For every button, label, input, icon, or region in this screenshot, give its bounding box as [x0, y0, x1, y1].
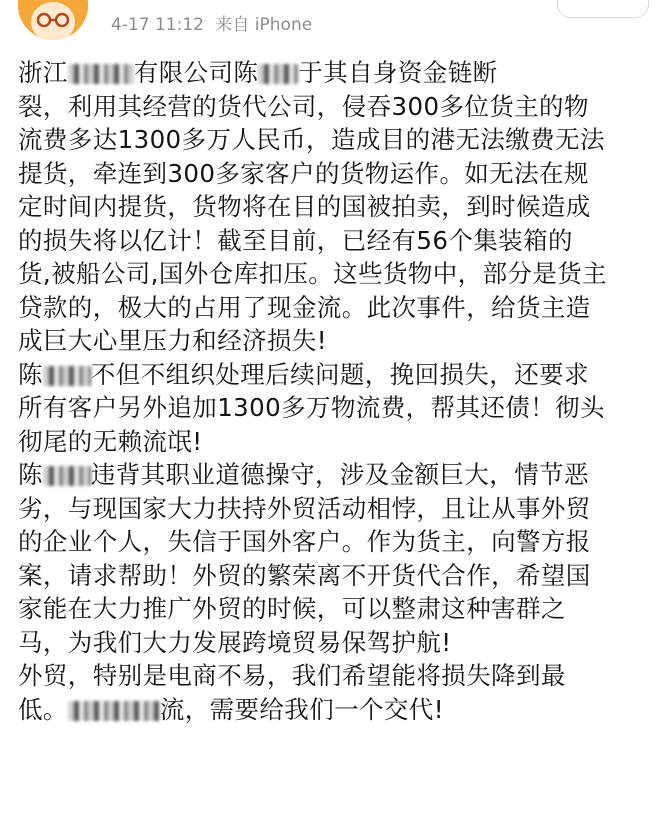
post-text-line [18, 291, 654, 325]
post-text-line [18, 90, 654, 124]
post-text-segment: 彻尾的无赖流氓! [18, 426, 203, 456]
post-text-line [18, 458, 654, 492]
post-text-line [18, 525, 654, 559]
post-header [0, 0, 669, 48]
post-text-segment: 的损失将以亿计！截至目前，已经有56个集装箱的 [18, 225, 573, 255]
post-text-segment: 家能在大力推广外贸的时候，可以整肃这种害群之 [18, 594, 566, 623]
post-text-segment: 流，需要给我们一个交代! [159, 694, 444, 724]
post-text-line [18, 123, 654, 157]
post-text-segment: 不但不组织处理后续问题，挽回损失，还要求 [90, 359, 589, 389]
post-text-line [18, 391, 654, 425]
cartoon-face-avatar-icon [18, 0, 88, 40]
post-text-segment: 定时间内提货，货物将在目的国被拍卖，到时候造成 [18, 192, 591, 221]
post-text-segment: 所有客户另外追加1300多万物流费，帮其还债！彻头 [18, 393, 605, 422]
post-text-line [18, 257, 654, 291]
post-text-segment: 裂，利用其经营的货代公司，侵吞300多位货主的物 [18, 91, 589, 121]
post-text-segment: 的企业个人，失信于国外客户。作为货主，向警方报 [18, 527, 591, 556]
post-text-line [18, 559, 654, 593]
post-meta [111, 10, 312, 35]
post-text-segment: 流费多达1300多万人民币，造成目的港无法缴费无法 [18, 125, 605, 154]
redaction-blur [68, 64, 134, 84]
redaction-blur [43, 366, 91, 386]
post-text-line [18, 358, 654, 392]
post-text-line [18, 157, 654, 191]
post-text-line [18, 56, 654, 90]
post-text-segment: 于其自身资金链断 [298, 58, 498, 87]
post-text-segment: 贷款的，极大的占用了现金流。此次事件，给货主造 [18, 292, 591, 322]
post-text-line [18, 693, 654, 727]
redaction-blur [43, 466, 91, 486]
post-text-line [18, 190, 654, 224]
post-text-segment: 违背其职业道德操守，涉及金额巨大，情节恶 [90, 460, 589, 489]
post-text-line [18, 592, 654, 626]
redaction-blur [258, 64, 298, 84]
post-text-segment: 陈 [18, 359, 43, 389]
post-text-segment: 陈 [18, 460, 43, 489]
post-source: 来自 iPhone [215, 15, 313, 35]
post-text-line [18, 626, 654, 660]
post-text-line [18, 324, 654, 358]
post-timestamp: 4-17 11:12 [111, 15, 204, 35]
post-text-line [18, 659, 654, 693]
post-text-segment: 提货，牵连到300多家客户的货物运作。如无法在规 [18, 158, 589, 188]
follow-button[interactable] [557, 0, 649, 18]
post-text-segment: 有限公司陈 [133, 58, 259, 87]
post-text-segment: 浙江 [18, 58, 68, 87]
post-text-line [18, 425, 654, 459]
redaction-blur [68, 701, 160, 721]
post-body [18, 56, 654, 726]
post-text-segment: 案，请求帮助！外贸的繁荣离不开货代合作，希望国 [18, 560, 591, 590]
avatar[interactable] [18, 0, 88, 40]
post-text-line [18, 224, 654, 258]
post-text-segment: 货,被船公司,国外仓库扣压。这些货物中，部分是货主 [18, 259, 608, 288]
post-text-segment: 马，为我们大力发展跨境贸易保驾护航! [18, 627, 452, 657]
post-text-segment: 外贸，特别是电商不易，我们希望能将损失降到最 [18, 661, 566, 690]
post-text-segment: 劣，与现国家大力扶持外贸活动相悖，且让从事外贸 [18, 493, 591, 523]
post-text-segment: 成巨大心里压力和经济损失! [18, 326, 328, 355]
post-text-line [18, 492, 654, 526]
post-text-segment: 低。 [18, 694, 68, 724]
